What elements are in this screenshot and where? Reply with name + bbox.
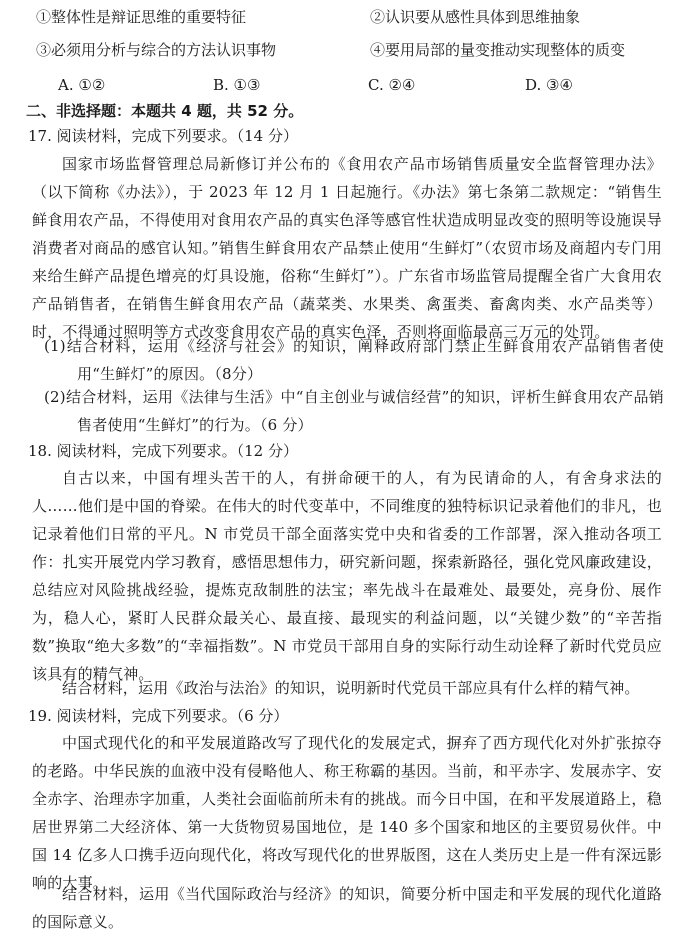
q18-task: 结合材料，运用《政治与法治》的知识，说明新时代党员干部应具有什么样的精气神。 [62, 679, 640, 697]
q18-heading: 18. 阅读材料，完成下列要求。（12 分） [28, 442, 298, 460]
q17-sub2: (2)结合材料，运用《法律与生活》中“自主创业与诚信经营”的知识，评析生鲜食用农产品销售者使用“生鲜灯”的行为。（6 分） [44, 388, 664, 434]
q19-task: 结合材料，运用《当代国际政治与经济》的知识，简要分析中国走和平发展的现代化道路的国际意义。 [32, 885, 662, 931]
option-row-1 [36, 4, 581, 30]
section-title: 二、非选择题：本题共 4 题，共 52 分。 [26, 102, 304, 120]
choice-a: A. ①② [58, 76, 106, 94]
choice-b: B. ①③ [213, 76, 261, 94]
answer-choices [58, 72, 658, 98]
option-row-2 [36, 37, 626, 63]
option-4: ④要用局部的量变推动实现整体的质变 [370, 41, 626, 59]
option-1: ①整体性是辩证思维的重要特征 [36, 8, 247, 26]
choice-c: C. ②④ [368, 76, 416, 94]
choice-d: D. ③④ [525, 76, 573, 94]
q19-material: 中国式现代化的和平发展道路改写了现代化的发展定式，摒弃了西方现代化对外扩张掠夺的老路。中华民族的血液中没有侵略他人、称王称霸的基因。当前，和平赤字、发展赤字、安全赤字、治理赤字加重，人类社会面临前所未有的挑战。而今日中国，在和平发展道路上，稳居世界第二大经济体、第一大货物贸易国地位，是 140 多个国家和地区的主要贸易伙伴。中国 14 亿多人口携手迈向现代化，将改写现代化的世界版图，这在人类历史上是一件有深远影响的大事。 [32, 734, 662, 892]
q17-heading: 17. 阅读材料，完成下列要求。（14 分） [28, 127, 298, 145]
q18-material: 自古以来，中国有埋头苦干的人，有拼命硬干的人，有为民请命的人，有舍身求法的人……他们是中国的脊梁。在伟大的时代变革中，不同维度的独特标识记录着他们的非凡，也记录着他们日常的平凡。N 市党员干部全面落实党中央和省委的工作部署，深入推动各项工作：扎实开展党内学习教育，感悟思想伟力，研究新问题，探索新路径，强化党风廉政建设，总结应对风险挑战经验，提炼克敌制胜的法宝；率先战斗在最难处、最要处，亮身份、展作为，稳人心，紧盯人民群众最关心、最直接、最现实的利益问题，以“关键少数”的“辛苦指数”换取“绝大多数”的“幸福指数”。N 市党员干部用自身的实际行动生动诠释了新时代党员应该具有的精气神。 [32, 469, 662, 683]
option-3: ③必须用分析与综合的方法认识事物 [36, 41, 277, 59]
q19-heading: 19. 阅读材料，完成下列要求。（6 分） [28, 707, 289, 725]
q17-material: 国家市场监督管理总局新修订并公布的《食用农产品市场销售质量安全监督管理办法》（以下简称《办法》），于 2023 年 12 月 1 日起施行。《办法》第七条第二款规定：“销售生鲜食用农产品，不得使用对食用农产品的真实色泽等感官性状造成明显改变的照明等设施误导消费者对商品的感官认知。”销售生鲜食用农产品禁止使用“生鲜灯”（农贸市场及商超内专门用来给生鲜产品提色增亮的灯具设施，俗称“生鲜灯”）。广东省市场监管局提醒全省广大食用农产品销售者，在销售生鲜食用农产品（蔬菜类、水果类、禽蛋类、畜禽肉类、水产品类等）时，不得通过照明等方式改变食用农产品的真实色泽，否则将面临最高三万元的处罚。 [32, 155, 662, 341]
q17-sub1: (1)结合材料，运用《经济与社会》的知识，阐释政府部门禁止生鲜食用农产品销售者使用“生鲜灯”的原因。（8分） [44, 337, 664, 383]
option-2: ②认识要从感性具体到思维抽象 [370, 8, 581, 26]
